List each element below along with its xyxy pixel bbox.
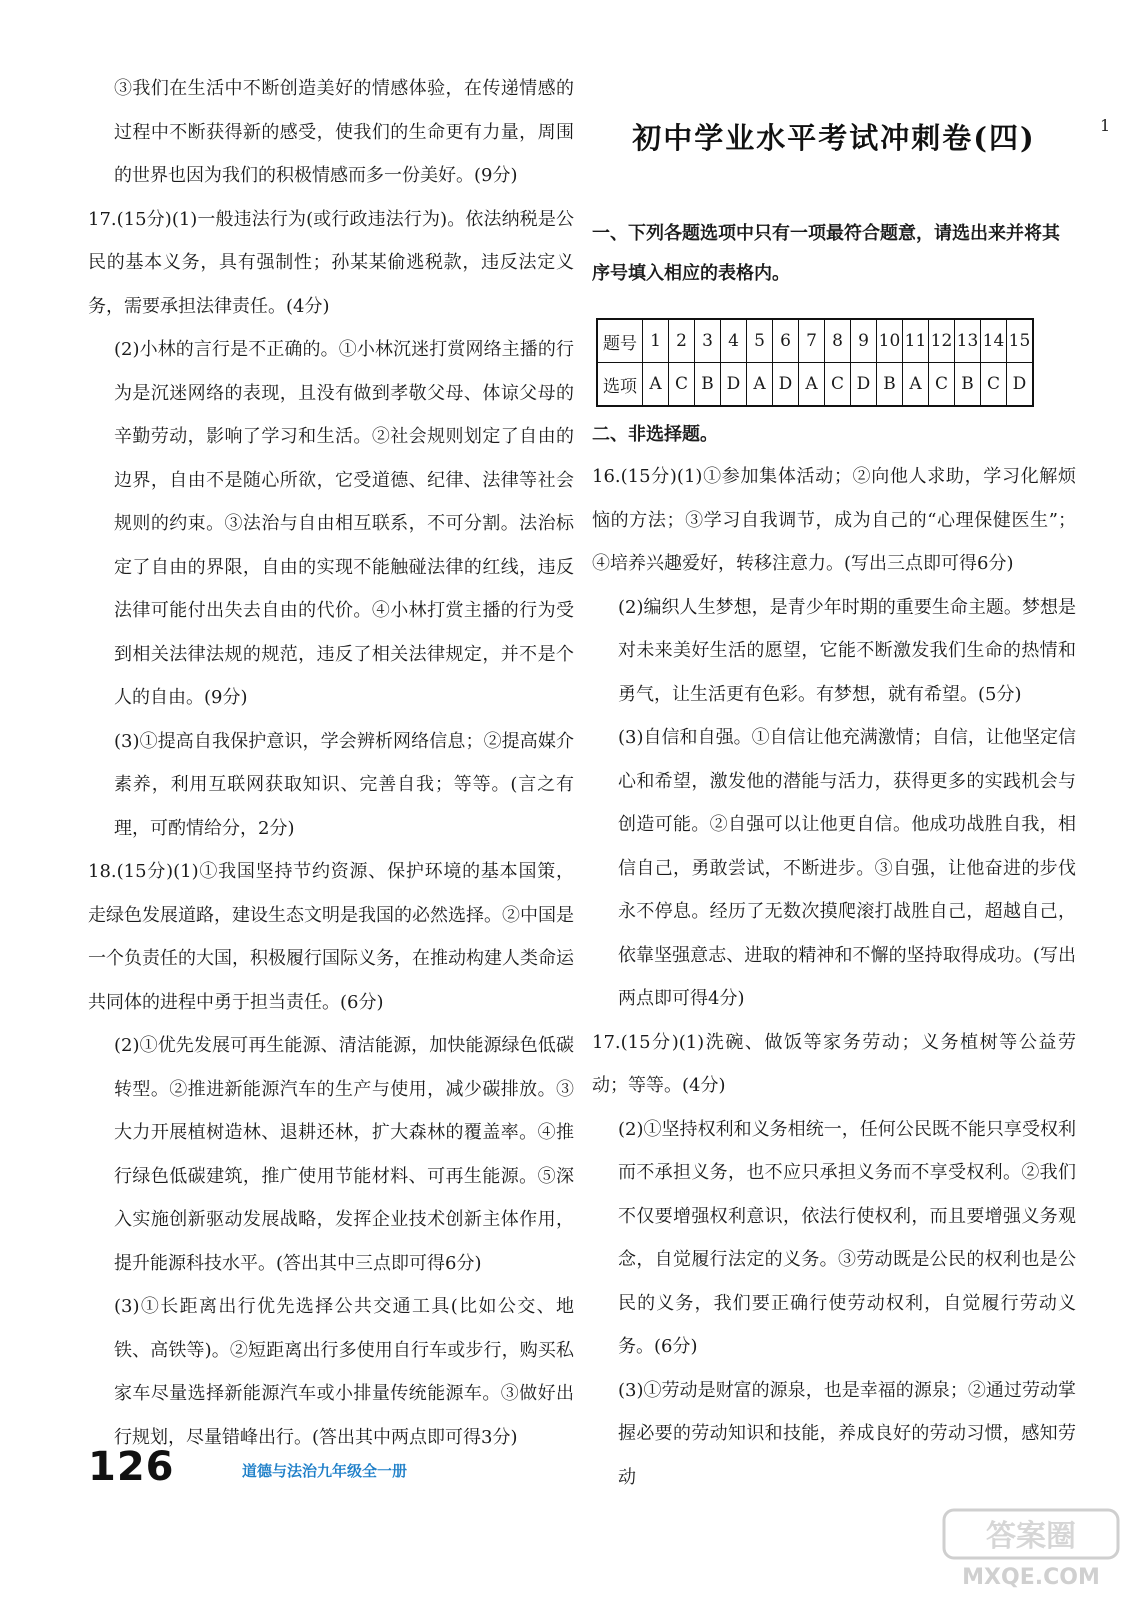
page-number: 126 [88,1444,175,1490]
table-cell-number: 14 [981,319,1007,363]
table-cell-number: 1 [643,319,669,363]
table-cell-answer: D [1007,363,1034,407]
table-cell-number: 9 [851,319,877,363]
table-cell-answer: A [903,363,929,407]
right-column [592,0,1076,1499]
left-column [88,0,574,1459]
watermark-text-top: 答案圈 [986,1519,1076,1554]
table-row-label-number: 题号 [597,319,643,363]
table-cell-answer: B [695,363,721,407]
table-cell-answer: B [877,363,903,407]
question-17-part2: (2)小林的言行是不正确的。①小林沉迷打赏网络主播的行为是沉迷网络的表现，且没有做到孝敬父母、体谅父母的辛勤劳动，影响了学习和生活。②社会规则划定了自由的边界，自由不是随心所欲，它受道德、纪律、法律等社会规则的约束。③法治与自由相互联系，不可分割。法治标定了自由的界限，自由的实现不能触碰法律的红线，违反法律可能付出失去自由的代价。④小林打赏主播的行为受到相关法律法规的规范，违反了相关法律规定，并不是个人的自由。(9分) [114,339,574,708]
table-cell-answer: D [773,363,799,407]
question-18-part3: (3)①长距离出行优先选择公共交通工具(比如公交、地铁、高铁等)。②短距离出行多使用自行车或步行，购买私家车尽量选择新能源汽车或小排量传统能源车。③做好出行规划，尽量错峰出行。(答出其中两点即可得3分) [114,1296,574,1448]
table-cell-number: 13 [955,319,981,363]
table-cell-answer: B [955,363,981,407]
table-cell-answer: D [851,363,877,407]
answer-table-answer-row [597,363,1033,407]
right-question-16-part2: (2)编织人生梦想，是青少年时期的重要生命主题。梦想是对未来美好生活的愿望，它能不断激发我们生命的热情和勇气，让生活更有色彩。有梦想，就有希望。(5分) [618,596,1076,705]
table-cell-number: 12 [929,319,955,363]
answer-table-number-row [597,319,1033,363]
exam-title: 初中学业水平考试冲刺卷(四) [632,121,1036,155]
table-cell-answer: C [825,363,851,407]
table-cell-answer: A [799,363,825,407]
question-18-part1: 18.(15分)(1)①我国坚持节约资源、保护环境的基本国策，走绿色发展道路，建设生态文明是我国的必然选择。②中国是一个负责任的大国，积极履行国际义务，在推动构建人类命运共同体的进程中勇于担当责任。(6分) [88,861,574,1013]
table-cell-answer: C [929,363,955,407]
question-18-part2: (2)①优先发展可再生能源、清洁能源，加快能源绿色低碳转型。②推进新能源汽车的生产与使用，减少碳排放。③大力开展植树造林、退耕还林，扩大森林的覆盖率。④推行绿色低碳建筑，推广使用节能材料、可再生能源。⑤深入实施创新驱动发展战略，发挥企业技术创新主体作用，提升能源科技水平。(答出其中三点即可得6分) [114,1035,574,1274]
section-1-heading: 一、下列各题选项中只有一项最符合题意，请选出来并将其序号填入相应的表格内。 [592,223,1060,284]
table-cell-number: 11 [903,319,929,363]
right-question-16-part3: (3)自信和自强。①自信让他充满激情；自信，让他坚定信心和希望，激发他的潜能与活力，获得更多的实践机会与创造可能。②自强可以让他更自信。他成功战胜自我，相信自己，勇敢尝试，不断进步。③自强，让他奋进的步伐永不停息。经历了无数次摸爬滚打战胜自己，超越自己，依靠坚强意志、进取的精神和不懈的坚持取得成功。(写出两点即可得4分) [618,727,1076,1009]
table-cell-answer: A [643,363,669,407]
question-17-part3: (3)①提高自我保护意识，学会辨析网络信息；②提高媒介素养，利用互联网获取知识、完善自我；等等。(言之有理，可酌情给分，2分) [114,730,574,839]
table-cell-answer: C [981,363,1007,407]
question-17-part1: 17.(15分)(1)一般违法行为(或行政违法行为)。依法纳税是公民的基本义务，具有强制性；孙某某偷逃税款，违反法定义务，需要承担法律责任。(4分) [88,208,574,317]
right-question-16-part1: 16.(15分)(1)①参加集体活动；②向他人求助，学习化解烦恼的方法；③学习自我调节，成为自己的“心理保健医生”；④培养兴趣爱好，转移注意力。(写出三点即可得6分) [592,466,1076,574]
right-question-17-part1: 17.(15分)(1)洗碗、做饭等家务劳动；义务植树等公益劳动；等等。(4分) [592,1031,1076,1096]
table-cell-number: 7 [799,319,825,363]
section-2-heading: 二、非选择题。 [592,424,718,445]
right-question-17-part3: (3)①劳动是财富的源泉，也是幸福的源泉；②通过劳动掌握必要的劳动知识和技能，养成良好的劳动习惯，感知劳动 [618,1379,1076,1488]
corner-page-marker: 1 [1100,116,1111,135]
answer-table [596,318,1034,407]
table-cell-number: 10 [877,319,903,363]
book-title: 道德与法治九年级全一册 [242,1462,408,1480]
table-cell-number: 4 [721,319,747,363]
right-question-17-part2: (2)①坚持权利和义务相统一，任何公民既不能只享受权利而不承担义务，也不应只承担义务而不享受权利。②我们不仅要增强权利意识，依法行使权利，而且要增强义务观念，自觉履行法定的义务。③劳动既是公民的权利也是公民的义务，我们要正确行使劳动权利，自觉履行劳动义务。(6分) [618,1118,1076,1357]
table-cell-answer: A [747,363,773,407]
table-cell-number: 3 [695,319,721,363]
left-paragraph-1: ③我们在生活中不断创造美好的情感体验，在传递情感的过程中不断获得新的感受，使我们的生命更有力量，周围的世界也因为我们的积极情感而多一份美好。(9分) [114,78,574,186]
watermark-text-bottom: MXQE.COM [962,1565,1100,1590]
table-row-label-answer: 选项 [597,363,643,407]
table-cell-number: 5 [747,319,773,363]
table-cell-number: 15 [1007,319,1034,363]
table-cell-number: 6 [773,319,799,363]
table-cell-answer: C [669,363,695,407]
table-cell-answer: D [721,363,747,407]
watermark-logo [938,1506,1124,1592]
table-cell-number: 2 [669,319,695,363]
table-cell-number: 8 [825,319,851,363]
